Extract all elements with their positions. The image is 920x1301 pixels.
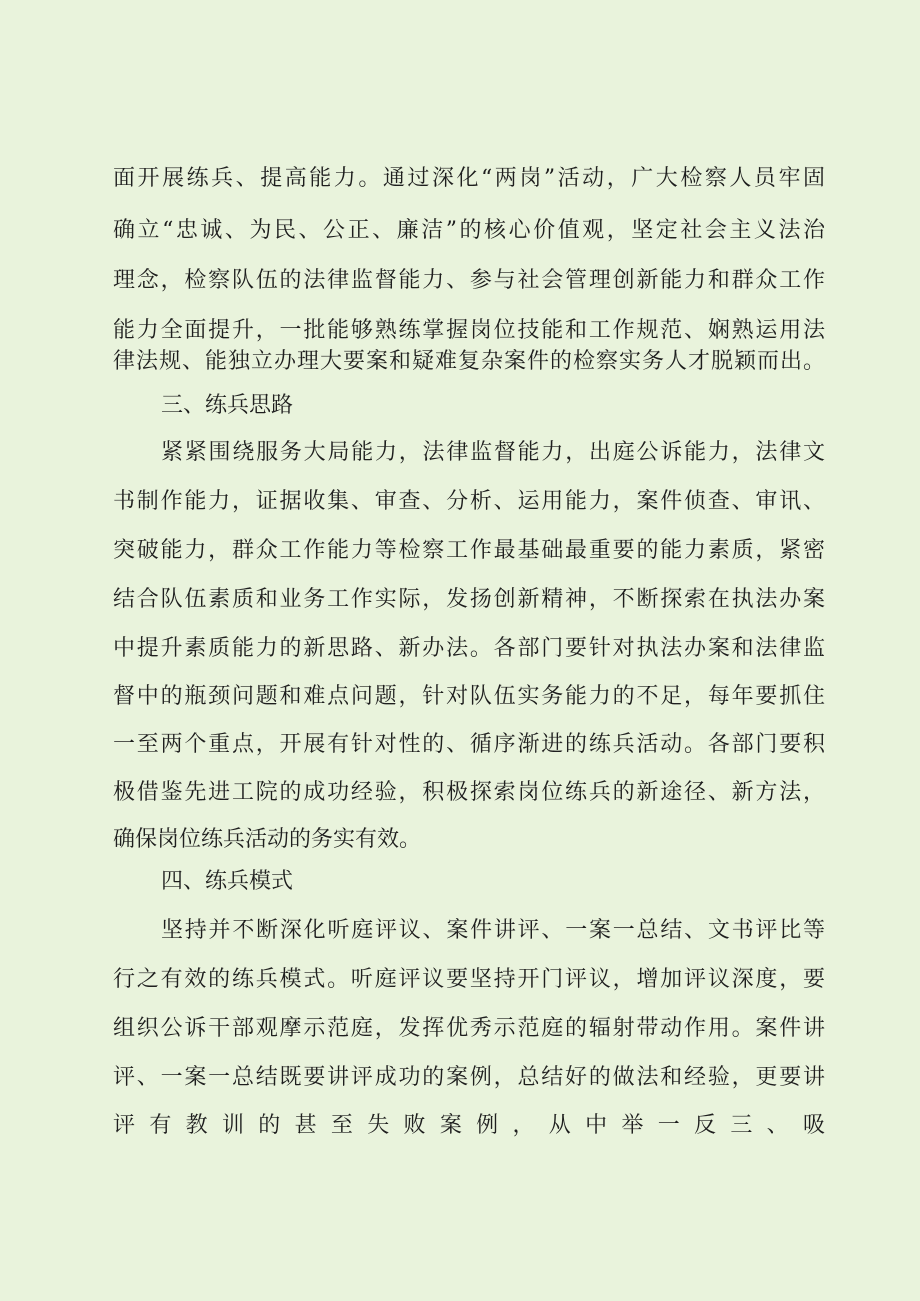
paragraph-line: 中提升素质能力的新思路、新办法。各部门要针对执法办案和法律监 bbox=[113, 636, 825, 661]
paragraph-line: 律法规、能独立办理大要案和疑难复杂案件的检察实务人才脱颖而出。 bbox=[113, 349, 825, 374]
paragraph-line: 理念，检察队伍的法律监督能力、参与社会管理创新能力和群众工作 bbox=[113, 268, 825, 293]
section-heading: 三、练兵思路 bbox=[161, 393, 294, 418]
paragraph-line: 一至两个重点，开展有针对性的、循序渐进的练兵活动。各部门要积 bbox=[113, 732, 825, 757]
paragraph-line: 能力全面提升，一批能够熟练掌握岗位技能和工作规范、娴熟运用法 bbox=[113, 318, 825, 343]
paragraph-line: 督中的瓶颈问题和难点问题，针对队伍实务能力的不足，每年要抓住 bbox=[113, 684, 825, 709]
section-heading: 四、练兵模式 bbox=[161, 869, 294, 894]
paragraph-line: 确保岗位练兵活动的务实有效。 bbox=[113, 827, 422, 852]
paragraph-line: 紧紧围绕服务大局能力，法律监督能力，出庭公诉能力，法律文 bbox=[161, 440, 825, 465]
paragraph-line: 突破能力，群众工作能力等检察工作最基础最重要的能力素质，紧密 bbox=[113, 538, 825, 563]
paragraph-line: 面开展练兵、提高能力。通过深化“两岗”活动，广大检察人员牢固 bbox=[113, 166, 825, 191]
paragraph-line: 组织公诉干部观摩示范庭，发挥优秀示范庭的辐射带动作用。案件讲 bbox=[113, 1016, 825, 1041]
paragraph-line: 坚持并不断深化听庭评议、案件讲评、一案一总结、文书评比等 bbox=[161, 918, 825, 943]
paragraph-line: 行之有效的练兵模式。听庭评议要坚持开门评议，增加评议深度，要 bbox=[113, 967, 825, 992]
paragraph-line: 确立“忠诚、为民、公正、廉洁”的核心价值观，坚定社会主义法治 bbox=[113, 218, 825, 243]
paragraph-line: 极借鉴先进工院的成功经验，积极探索岗位练兵的新途径、新方法， bbox=[113, 780, 825, 805]
paragraph-line: 评有教训的甚至失败案例，从中举一反三、吸 bbox=[113, 1113, 825, 1138]
paragraph-line: 结合队伍素质和业务工作实际，发扬创新精神，不断探索在执法办案 bbox=[113, 587, 825, 612]
paragraph-line: 评、一案一总结既要讲评成功的案例，总结好的做法和经验，更要讲 bbox=[113, 1065, 825, 1090]
paragraph-line: 书制作能力，证据收集、审查、分析、运用能力，案件侦查、审讯、 bbox=[113, 489, 825, 514]
